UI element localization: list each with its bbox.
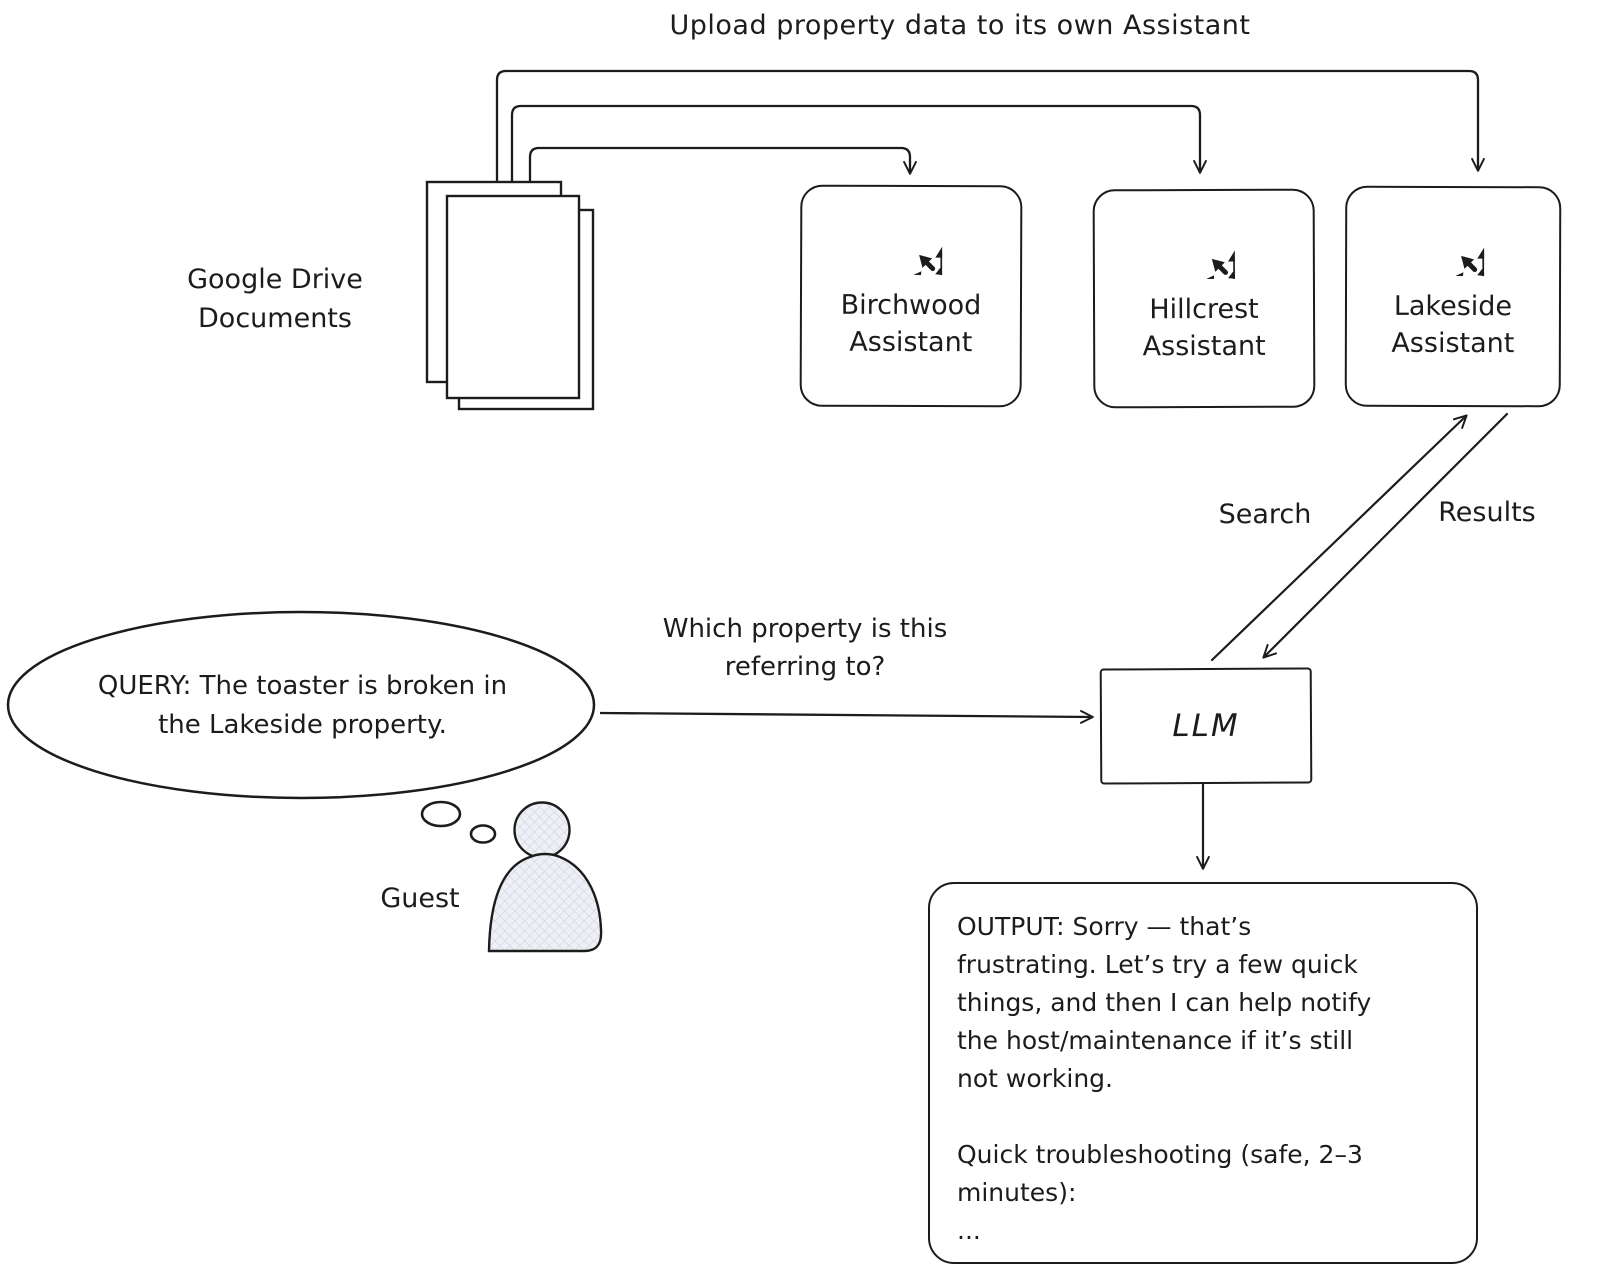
question-label xyxy=(620,610,990,686)
results-arrow xyxy=(1264,414,1507,657)
search-label: Search xyxy=(1218,499,1312,530)
upload-arrow-hillcrest xyxy=(512,106,1200,181)
guest-label: Guest xyxy=(380,883,460,914)
google-drive-label xyxy=(120,260,430,338)
results-label: Results xyxy=(1438,497,1536,528)
assistant-name: Lakeside xyxy=(1393,290,1513,323)
output-line: ... xyxy=(957,1216,981,1245)
scatter-arrows-icon xyxy=(880,213,942,275)
guest-figure xyxy=(489,803,601,952)
output-line: minutes): xyxy=(957,1178,1077,1207)
assistant-caption xyxy=(1142,291,1265,365)
upload-arrow-lakeside xyxy=(497,71,1478,181)
query-to-llm-arrow xyxy=(600,713,1092,717)
output-line: OUTPUT: Sorry — that’s xyxy=(957,912,1252,941)
search-arrow xyxy=(1212,416,1466,660)
assistant-name: Hillcrest xyxy=(1149,293,1259,326)
output-line: the host/maintenance if it’s still xyxy=(957,1026,1354,1055)
document-stack xyxy=(427,182,593,409)
output-line: frustrating. Let’s try a few quick xyxy=(957,950,1358,979)
assistant-card-lakeside xyxy=(1345,186,1562,408)
assistant-name: Birchwood xyxy=(840,289,982,322)
scatter-arrows-icon xyxy=(1422,214,1484,276)
assistant-caption xyxy=(1391,288,1514,362)
output-box xyxy=(928,882,1478,1264)
output-line: not working. xyxy=(957,1064,1113,1093)
google-drive-label-line2: Documents xyxy=(198,303,352,334)
output-text xyxy=(957,908,1458,1250)
assistant-card-hillcrest xyxy=(1093,189,1316,409)
assistant-role: Assistant xyxy=(1391,327,1515,360)
query-text xyxy=(30,667,575,745)
thought-bubble-large xyxy=(422,802,460,826)
query-text-line1: QUERY: The toaster is broken in xyxy=(97,671,508,701)
question-line1: Which property is this xyxy=(662,614,948,644)
thought-bubble-small xyxy=(471,826,495,843)
llm-label: LLM xyxy=(1172,707,1240,745)
guest-head xyxy=(515,803,570,858)
assistant-role: Assistant xyxy=(1142,330,1266,363)
diagram-title: Upload property data to its own Assistant xyxy=(669,10,1251,41)
assistant-caption xyxy=(840,287,981,361)
output-line: things, and then I can help notify xyxy=(957,988,1372,1017)
assistant-card-birchwood xyxy=(800,185,1023,408)
llm-box xyxy=(1100,667,1313,784)
question-line2: referring to? xyxy=(724,652,886,682)
document-page xyxy=(447,196,579,398)
output-line: Quick troubleshooting (safe, 2–3 xyxy=(957,1140,1363,1169)
google-drive-label-line1: Google Drive xyxy=(187,264,363,295)
upload-arrows xyxy=(497,71,1478,181)
output-line xyxy=(957,1098,1458,1136)
upload-arrow-birchwood xyxy=(530,148,910,181)
assistant-role: Assistant xyxy=(849,326,973,359)
guest-body xyxy=(489,854,601,951)
scatter-arrows-icon xyxy=(1173,217,1235,279)
query-text-line2: the Lakeside property. xyxy=(158,710,447,740)
